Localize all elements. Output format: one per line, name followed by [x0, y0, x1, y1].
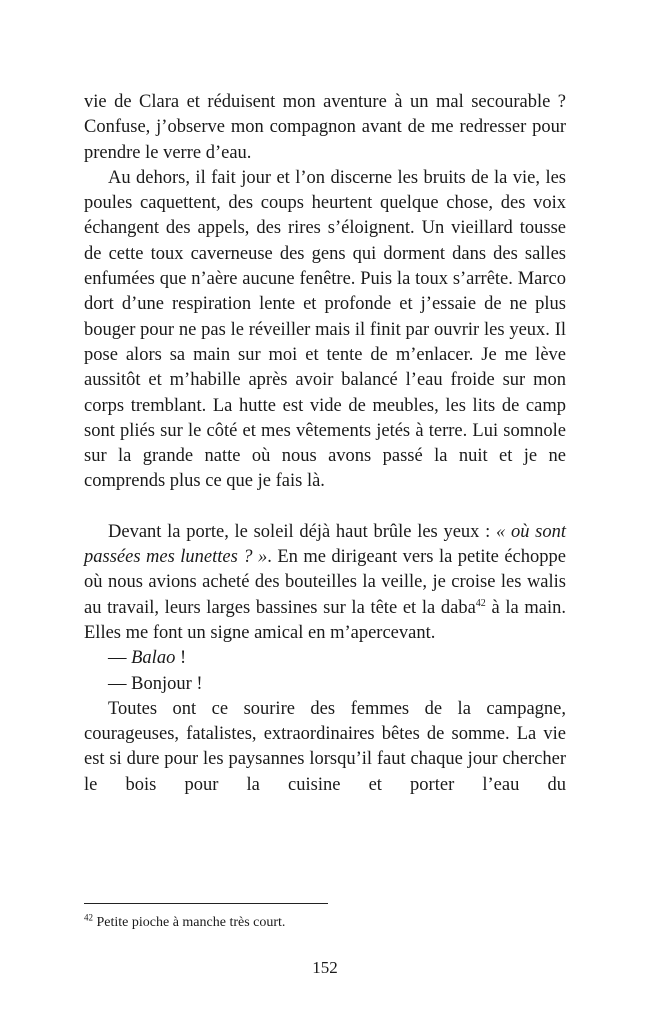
- paragraph-text: à la main. Elles me font un signe amical en m’apercevant.: [84, 597, 566, 643]
- footnote-rule: [84, 903, 328, 904]
- page-body: [84, 90, 566, 798]
- dialogue-dash: —: [108, 648, 132, 669]
- paragraph: Toutes ont ce sourire des femmes de la campagne, courageuses, fatalistes, extraordinaires bêtes de somme. La vie est si dure pour les paysannes lorsqu’il faut chaque jour chercher le bois pour la cuisine et porter l’eau du: [84, 698, 566, 795]
- paragraph: [84, 520, 566, 646]
- paragraph-text: . En me dirigeant vers la petite échoppe où nous avions acheté des bouteilles la veille, je croise les walis au travail, leurs larges bassines sur la tête et la daba: [84, 547, 566, 618]
- section-break: [84, 495, 566, 520]
- italic-quote: « où sont passées mes lunettes ? »: [84, 521, 566, 568]
- dialogue-line: — Bonjour !: [108, 673, 203, 694]
- paragraph-text: Devant la porte, le soleil déjà haut brûle les yeux :: [108, 521, 496, 542]
- dialogue-italic-word: Balao: [131, 648, 176, 669]
- page-number: 152: [312, 958, 338, 977]
- footnote-number: 42: [84, 912, 93, 923]
- footnote-text: Petite pioche à manche très court.: [93, 915, 286, 930]
- footnote: [84, 914, 566, 932]
- dialogue-end: !: [175, 648, 187, 669]
- paragraph: Au dehors, il fait jour et l’on discerne les bruits de la vie, les poules caquettent, des coups heurtent quelque chose, des voix échangent des appels, des rires s’éloignent. Un vieillard tousse de cette toux caverneuse des gens qui dorment dans des salles enfumées que n’aère aucune fenêtre. Puis la toux s’arrête. Marco dort d’une respiration lente et profonde et j’essaie de ne plus bouger pour ne pas le réveiller mais il finit par ouvrir les yeux. Il pose alors sa main sur moi et tente de m’enlacer. Je me lève aussitôt et m’habille après avoir balancé l’eau froide sur mon corps tremblant. La hutte est vide de meubles, les lits de camp sont pliés sur le côté et mes vêtements jetés à terre. Lui somnole sur la grande natte où nous avons passé la nuit et je ne comprends plus ce que je fais là.: [84, 167, 566, 492]
- footnote-reference: 42: [475, 597, 486, 609]
- paragraph-continuation: vie de Clara et réduisent mon aventure à un mal secourable ? Confuse, j’observe mon compagnon avant de me redresser pour prendre le verre d’eau.: [84, 92, 566, 163]
- dialogue-line: [84, 646, 566, 671]
